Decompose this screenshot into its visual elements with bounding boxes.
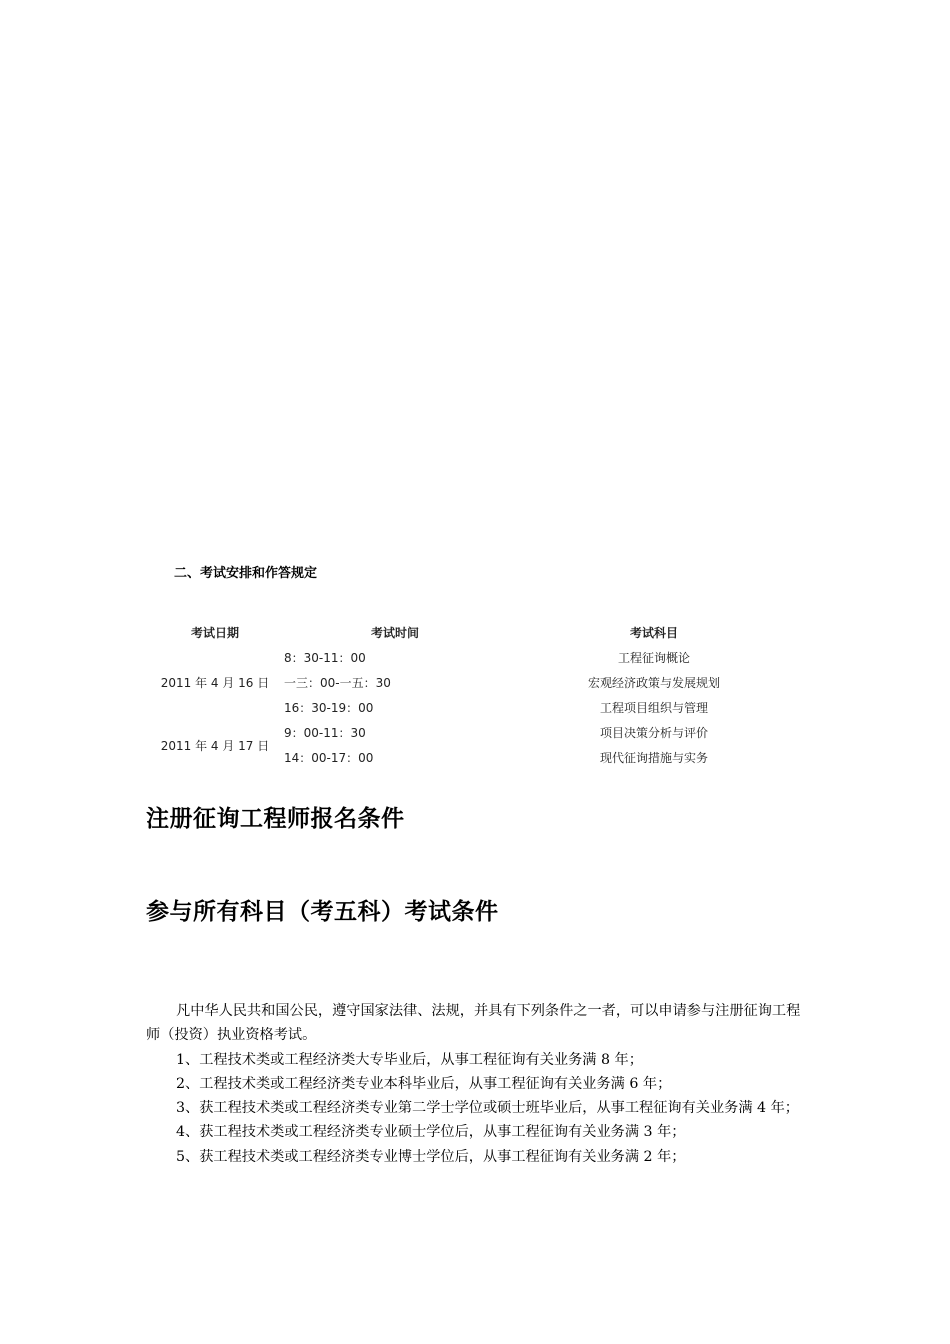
- exam-time: 16：30-19：00: [284, 701, 374, 715]
- intro-paragraph: 凡中华人民共和国公民，遵守国家法律、法规，并具有下列条件之一者，可以申请参与注册征询工程师（投资）执业资格考试。: [146, 1003, 801, 1044]
- header-date: 考试日期: [190, 626, 239, 640]
- table-header-row: [146, 620, 802, 645]
- condition-item: 5、获工程技术类或工程经济类专业博士学位后，从事工程征询有关业务满 2 年；: [176, 1148, 686, 1165]
- exam-date-day1: 2011 年 4 月 16 日: [160, 676, 270, 690]
- section-title: 二、考试安排和作答规定: [174, 566, 318, 581]
- table-row: [146, 645, 802, 670]
- exam-schedule-table: [146, 620, 802, 770]
- condition-item: 1、工程技术类或工程经济类大专毕业后，从事工程征询有关业务满 8 年；: [176, 1051, 643, 1068]
- exam-time: 一三：00-一五：30: [284, 676, 391, 690]
- table-row: [146, 720, 802, 745]
- exam-subject: 项目决策分析与评价: [599, 726, 708, 740]
- conditions-body: [146, 999, 812, 1169]
- condition-item: 2、工程技术类或工程经济类专业本科毕业后，从事工程征询有关业务满 6 年；: [176, 1075, 672, 1092]
- header-subject: 考试科目: [629, 626, 678, 640]
- exam-subject: 宏观经济政策与发展规划: [587, 676, 720, 690]
- heading-all-subjects-conditions: 参与所有科目（考五科）考试条件: [146, 899, 499, 925]
- condition-item: 4、获工程技术类或工程经济类专业硕士学位后，从事工程征询有关业务满 3 年；: [176, 1124, 686, 1141]
- header-time: 考试时间: [370, 626, 419, 640]
- exam-time: 8：30-11：00: [284, 651, 366, 665]
- heading-registration-conditions: 注册征询工程师报名条件: [146, 806, 405, 832]
- exam-subject: 现代征询措施与实务: [599, 751, 708, 765]
- exam-time: 9：00-11：30: [284, 726, 366, 740]
- condition-item: 3、获工程技术类或工程经济类专业第二学士学位或硕士班毕业后，从事工程征询有关业务满 4 年；: [176, 1100, 799, 1117]
- exam-subject: 工程征询概论: [617, 651, 690, 665]
- exam-time: 14：00-17：00: [284, 751, 374, 765]
- exam-date-day2: 2011 年 4 月 17 日: [160, 738, 270, 753]
- exam-subject: 工程项目组织与管理: [599, 701, 708, 715]
